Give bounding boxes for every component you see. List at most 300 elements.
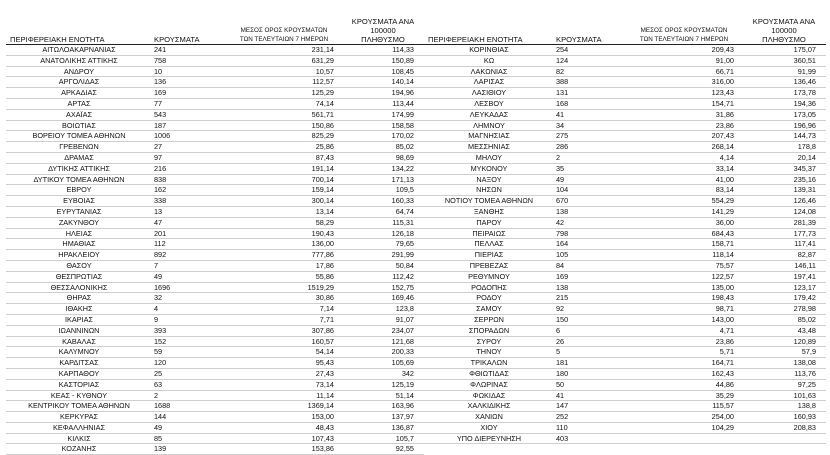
table-row xyxy=(424,379,826,390)
avg-7day-cell: 700,14 xyxy=(226,174,342,185)
rate-per-100000-cell: 115,31 xyxy=(342,217,424,228)
table-row xyxy=(424,347,826,358)
rate-per-100000-cell: 138,08 xyxy=(742,358,826,369)
table-row xyxy=(424,131,826,142)
rate-per-100000-cell: 113,76 xyxy=(742,368,826,379)
rate-per-100000-cell: 123,8 xyxy=(342,304,424,315)
cases-cell: 275 xyxy=(554,131,626,142)
avg-7day-cell: 190,43 xyxy=(226,228,342,239)
avg-7day-cell: 73,14 xyxy=(226,379,342,390)
region-name-cell: ΞΑΝΘΗΣ xyxy=(424,206,554,217)
cases-cell: 147 xyxy=(554,401,626,412)
cases-cell: 139 xyxy=(152,444,226,455)
table-row xyxy=(424,206,826,217)
region-name-cell: ΘΕΣΠΡΩΤΙΑΣ xyxy=(6,271,152,282)
table-row xyxy=(424,228,826,239)
table-row xyxy=(424,282,826,293)
region-name-cell: ΤΡΙΚΑΛΩΝ xyxy=(424,358,554,369)
region-name-cell: ΕΥΡΥΤΑΝΙΑΣ xyxy=(6,206,152,217)
cases-cell: 32 xyxy=(152,293,226,304)
avg-7day-cell: 153,86 xyxy=(226,444,342,455)
cases-cell: 92 xyxy=(554,304,626,315)
table-row xyxy=(6,347,424,358)
cases-cell: 201 xyxy=(152,228,226,239)
header-cases-per-100000: ΚΡΟΥΣΜΑΤΑ ΑΝΑ 100000 ΠΛΗΘΥΣΜΟ xyxy=(742,17,826,45)
rate-per-100000-cell: 139,31 xyxy=(742,185,826,196)
table-row xyxy=(424,433,826,444)
avg-7day-cell: 554,29 xyxy=(626,196,742,207)
cases-cell: 670 xyxy=(554,196,626,207)
region-name-cell: ΑΡΓΟΛΙΔΑΣ xyxy=(6,77,152,88)
avg-7day-cell: 23,86 xyxy=(626,336,742,347)
cases-cell: 169 xyxy=(554,271,626,282)
avg-7day-cell: 162,43 xyxy=(626,368,742,379)
avg-7day-cell: 825,29 xyxy=(226,131,342,142)
region-name-cell: ΜΕΣΣΗΝΙΑΣ xyxy=(424,142,554,153)
avg-7day-cell xyxy=(626,433,742,444)
table-row xyxy=(424,401,826,412)
cases-cell: 77 xyxy=(152,98,226,109)
avg-7day-cell: 41,00 xyxy=(626,174,742,185)
rate-per-100000-cell: 179,42 xyxy=(742,293,826,304)
rate-per-100000-cell: 112,42 xyxy=(342,271,424,282)
rate-per-100000-cell: 108,45 xyxy=(342,66,424,77)
region-name-cell: ΚΑΒΑΛΑΣ xyxy=(6,336,152,347)
avg-7day-cell: 1369,14 xyxy=(226,401,342,412)
region-name-cell: ΠΕΛΛΑΣ xyxy=(424,239,554,250)
avg-7day-cell: 191,14 xyxy=(226,163,342,174)
avg-7day-cell: 7,71 xyxy=(226,314,342,325)
rate-per-100000-cell: 136,46 xyxy=(742,77,826,88)
cases-cell: 150 xyxy=(554,314,626,325)
cases-cell: 7 xyxy=(152,260,226,271)
region-name-cell: ΘΑΣΟΥ xyxy=(6,260,152,271)
rate-per-100000-cell: 43,48 xyxy=(742,325,826,336)
avg-7day-cell: 30,86 xyxy=(226,293,342,304)
region-name-cell: ΚΕΑΣ - ΚΥΘΝΟΥ xyxy=(6,390,152,401)
region-name-cell: ΘΗΡΑΣ xyxy=(6,293,152,304)
rate-per-100000-cell: 105,69 xyxy=(342,358,424,369)
table-row xyxy=(424,412,826,423)
region-name-cell: ΦΩΚΙΔΑΣ xyxy=(424,390,554,401)
cases-cell: 144 xyxy=(152,412,226,423)
region-name-cell: ΣΠΟΡΑΔΩΝ xyxy=(424,325,554,336)
avg-7day-cell: 122,57 xyxy=(626,271,742,282)
header-cases-per-100000: ΚΡΟΥΣΜΑΤΑ ΑΝΑ 100000 ΠΛΗΘΥΣΜΟ xyxy=(342,17,424,45)
rate-per-100000-cell: 178,8 xyxy=(742,142,826,153)
cases-cell: 388 xyxy=(554,77,626,88)
rate-per-100000-cell: 200,33 xyxy=(342,347,424,358)
avg-7day-cell: 207,43 xyxy=(626,131,742,142)
cases-cell: 59 xyxy=(152,347,226,358)
avg-7day-cell: 307,86 xyxy=(226,325,342,336)
rate-per-100000-cell: 113,44 xyxy=(342,98,424,109)
region-name-cell: ΡΟΔΟΠΗΣ xyxy=(424,282,554,293)
region-name-cell: ΠΙΕΡΙΑΣ xyxy=(424,250,554,261)
region-name-cell: ΓΡΕΒΕΝΩΝ xyxy=(6,142,152,153)
cases-cell: 42 xyxy=(554,217,626,228)
rate-per-100000-cell: 194,36 xyxy=(742,98,826,109)
region-name-cell: ΚΙΛΚΙΣ xyxy=(6,433,152,444)
region-name-cell: ΗΡΑΚΛΕΙΟΥ xyxy=(6,250,152,261)
table-row xyxy=(424,260,826,271)
region-name-cell: ΥΠΟ ΔΙΕΡΕΥΝΗΣΗ xyxy=(424,433,554,444)
avg-7day-cell: 66,71 xyxy=(626,66,742,77)
rate-per-100000-cell: 170,02 xyxy=(342,131,424,142)
rate-per-100000-cell: 92,55 xyxy=(342,444,424,455)
table-row xyxy=(424,239,826,250)
avg-7day-cell: 125,29 xyxy=(226,88,342,99)
rate-per-100000-cell: 177,73 xyxy=(742,228,826,239)
avg-7day-cell: 98,71 xyxy=(626,304,742,315)
cases-cell: 169 xyxy=(152,88,226,99)
avg-7day-cell: 136,00 xyxy=(226,239,342,250)
rate-per-100000-cell: 345,37 xyxy=(742,163,826,174)
cases-cell: 41 xyxy=(554,390,626,401)
rate-per-100000-cell: 109,5 xyxy=(342,185,424,196)
table-row xyxy=(424,358,826,369)
rate-per-100000-cell: 152,75 xyxy=(342,282,424,293)
avg-7day-cell: 107,43 xyxy=(226,433,342,444)
rate-per-100000-cell: 114,33 xyxy=(342,45,424,56)
cases-cell: 9 xyxy=(152,314,226,325)
rate-per-100000-cell: 158,58 xyxy=(342,120,424,131)
rate-per-100000-cell: 235,16 xyxy=(742,174,826,185)
header-region: ΠΕΡΙΦΕΡΕΙΑΚΗ ΕΝΟΤΗΤΑ xyxy=(6,17,152,45)
rate-per-100000-cell: 278,98 xyxy=(742,304,826,315)
avg-7day-cell: 55,86 xyxy=(226,271,342,282)
avg-7day-cell: 143,00 xyxy=(626,314,742,325)
cases-cell: 104 xyxy=(554,185,626,196)
region-name-cell: ΔΥΤΙΚΗΣ ΑΤΤΙΚΗΣ xyxy=(6,163,152,174)
region-name-cell: ΝΟΤΙΟΥ ΤΟΜΕΑ ΑΘΗΝΩΝ xyxy=(424,196,554,207)
header-row xyxy=(424,17,826,45)
table-row xyxy=(6,120,424,131)
avg-7day-cell: 48,43 xyxy=(226,422,342,433)
cases-cell: 4 xyxy=(152,304,226,315)
table-row xyxy=(6,293,424,304)
cases-cell: 216 xyxy=(152,163,226,174)
avg-7day-cell: 25,86 xyxy=(226,142,342,153)
table-row xyxy=(6,282,424,293)
avg-7day-cell: 159,14 xyxy=(226,185,342,196)
rate-per-100000-cell xyxy=(742,433,826,444)
header-cases: ΚΡΟΥΣΜΑΤΑ xyxy=(554,17,626,45)
table-row xyxy=(6,88,424,99)
table-row xyxy=(6,325,424,336)
avg-7day-cell: 231,14 xyxy=(226,45,342,56)
region-name-cell: ΑΝΑΤΟΛΙΚΗΣ ΑΤΤΙΚΗΣ xyxy=(6,55,152,66)
rate-per-100000-cell: 126,46 xyxy=(742,196,826,207)
region-name-cell: ΧΑΝΙΩΝ xyxy=(424,412,554,423)
cases-cell: 63 xyxy=(152,379,226,390)
avg-7day-cell: 112,57 xyxy=(226,77,342,88)
avg-7day-cell: 35,29 xyxy=(626,390,742,401)
table-body-left xyxy=(6,45,424,455)
table-row xyxy=(424,45,826,56)
table-row xyxy=(424,98,826,109)
header-cases: ΚΡΟΥΣΜΑΤΑ xyxy=(152,17,226,45)
cases-cell: 152 xyxy=(152,336,226,347)
table-row xyxy=(6,401,424,412)
cases-cell: 136 xyxy=(152,77,226,88)
region-name-cell: ΚΩ xyxy=(424,55,554,66)
table-row xyxy=(6,174,424,185)
rate-per-100000-cell: 85,02 xyxy=(342,142,424,153)
region-name-cell: ΙΩΑΝΝΙΝΩΝ xyxy=(6,325,152,336)
rate-per-100000-cell: 150,89 xyxy=(342,55,424,66)
cases-cell: 2 xyxy=(554,152,626,163)
table-row xyxy=(424,390,826,401)
cases-cell: 1696 xyxy=(152,282,226,293)
region-name-cell: ΧΑΛΚΙΔΙΚΗΣ xyxy=(424,401,554,412)
cases-cell: 131 xyxy=(554,88,626,99)
table-row xyxy=(6,163,424,174)
avg-7day-cell: 5,71 xyxy=(626,347,742,358)
rate-per-100000-cell: 50,84 xyxy=(342,260,424,271)
avg-7day-cell: 27,43 xyxy=(226,368,342,379)
region-name-cell: ΙΚΑΡΙΑΣ xyxy=(6,314,152,325)
region-name-cell: ΜΗΛΟΥ xyxy=(424,152,554,163)
rate-per-100000-cell: 234,07 xyxy=(342,325,424,336)
avg-7day-cell: 58,29 xyxy=(226,217,342,228)
rate-per-100000-cell: 64,74 xyxy=(342,206,424,217)
rate-per-100000-cell: 173,78 xyxy=(742,88,826,99)
avg-7day-cell: 160,57 xyxy=(226,336,342,347)
cases-cell: 112 xyxy=(152,239,226,250)
rate-per-100000-cell: 146,11 xyxy=(742,260,826,271)
region-name-cell: ΡΟΔΟΥ xyxy=(424,293,554,304)
header-7day-average: ΜΕΣΟΣ ΟΡΟΣ ΚΡΟΥΣΜΑΤΩΝ ΤΩΝ ΤΕΛΕΥΤΑΙΩΝ 7 ΗΜΕΡΩΝ xyxy=(226,17,342,45)
region-name-cell: ΚΑΡΔΙΤΣΑΣ xyxy=(6,358,152,369)
cases-cell: 84 xyxy=(554,260,626,271)
cases-cell: 338 xyxy=(152,196,226,207)
header-7day-average: ΜΕΣΟΣ ΟΡΟΣ ΚΡΟΥΣΜΑΤΩΝ ΤΩΝ ΤΕΛΕΥΤΑΙΩΝ 7 ΗΜΕΡΩΝ xyxy=(626,17,742,45)
rate-per-100000-cell: 91,07 xyxy=(342,314,424,325)
table-row xyxy=(424,293,826,304)
cases-cell: 758 xyxy=(152,55,226,66)
table-row xyxy=(6,336,424,347)
rate-per-100000-cell: 281,39 xyxy=(742,217,826,228)
region-name-cell: ΣΕΡΡΩΝ xyxy=(424,314,554,325)
cases-cell: 85 xyxy=(152,433,226,444)
region-name-cell: ΚΑΛΥΜΝΟΥ xyxy=(6,347,152,358)
cases-table-right xyxy=(424,17,826,444)
rate-per-100000-cell: 138,8 xyxy=(742,401,826,412)
region-name-cell: ΤΗΝΟΥ xyxy=(424,347,554,358)
cases-cell: 97 xyxy=(152,152,226,163)
region-name-cell: ΖΑΚΥΝΘΟΥ xyxy=(6,217,152,228)
cases-table-left xyxy=(6,17,424,455)
table-row xyxy=(6,304,424,315)
avg-7day-cell: 316,00 xyxy=(626,77,742,88)
region-name-cell: ΗΜΑΘΙΑΣ xyxy=(6,239,152,250)
table-row xyxy=(6,217,424,228)
cases-cell: 49 xyxy=(152,422,226,433)
rate-per-100000-cell: 105,7 xyxy=(342,433,424,444)
rate-per-100000-cell: 120,89 xyxy=(742,336,826,347)
region-name-cell: ΕΒΡΟΥ xyxy=(6,185,152,196)
rate-per-100000-cell: 51,14 xyxy=(342,390,424,401)
cases-cell: 5 xyxy=(554,347,626,358)
rate-per-100000-cell: 20,14 xyxy=(742,152,826,163)
table-row xyxy=(6,109,424,120)
rate-per-100000-cell: 163,96 xyxy=(342,401,424,412)
region-name-cell: ΦΘΙΩΤΙΔΑΣ xyxy=(424,368,554,379)
avg-7day-cell: 10,57 xyxy=(226,66,342,77)
rate-per-100000-cell: 360,51 xyxy=(742,55,826,66)
avg-7day-cell: 83,14 xyxy=(626,185,742,196)
rate-per-100000-cell: 175,07 xyxy=(742,45,826,56)
rate-per-100000-cell: 126,18 xyxy=(342,228,424,239)
rate-per-100000-cell: 140,14 xyxy=(342,77,424,88)
avg-7day-cell: 198,43 xyxy=(626,293,742,304)
table-row xyxy=(6,433,424,444)
avg-7day-cell: 91,00 xyxy=(626,55,742,66)
avg-7day-cell: 11,14 xyxy=(226,390,342,401)
region-name-cell: ΜΥΚΟΝΟΥ xyxy=(424,163,554,174)
avg-7day-cell: 123,43 xyxy=(626,88,742,99)
region-name-cell: ΕΥΒΟΙΑΣ xyxy=(6,196,152,207)
rate-per-100000-cell: 85,02 xyxy=(742,314,826,325)
cases-cell: 124 xyxy=(554,55,626,66)
avg-7day-cell: 684,43 xyxy=(626,228,742,239)
cases-cell: 164 xyxy=(554,239,626,250)
rate-per-100000-cell: 196,96 xyxy=(742,120,826,131)
table-row xyxy=(424,336,826,347)
table-row xyxy=(6,260,424,271)
table-row xyxy=(424,250,826,261)
cases-cell: 138 xyxy=(554,282,626,293)
avg-7day-cell: 4,71 xyxy=(626,325,742,336)
cases-cell: 286 xyxy=(554,142,626,153)
cases-cell: 838 xyxy=(152,174,226,185)
region-name-cell: ΚΕΦΑΛΛΗΝΙΑΣ xyxy=(6,422,152,433)
avg-7day-cell: 75,57 xyxy=(626,260,742,271)
rate-per-100000-cell: 160,93 xyxy=(742,412,826,423)
region-name-cell: ΚΑΡΠΑΘΟΥ xyxy=(6,368,152,379)
table-row xyxy=(424,142,826,153)
table-row xyxy=(424,304,826,315)
avg-7day-cell: 631,29 xyxy=(226,55,342,66)
rate-per-100000-cell: 79,65 xyxy=(342,239,424,250)
region-name-cell: ΛΕΥΚΑΔΑΣ xyxy=(424,109,554,120)
cases-cell: 13 xyxy=(152,206,226,217)
avg-7day-cell: 95,43 xyxy=(226,358,342,369)
region-name-cell: ΑΧΑΪΑΣ xyxy=(6,109,152,120)
region-name-cell: ΚΕΡΚΥΡΑΣ xyxy=(6,412,152,423)
cases-cell: 6 xyxy=(554,325,626,336)
table-row xyxy=(424,271,826,282)
table-row xyxy=(6,55,424,66)
avg-7day-cell: 150,86 xyxy=(226,120,342,131)
header-region: ΠΕΡΙΦΕΡΕΙΑΚΗ ΕΝΟΤΗΤΑ xyxy=(424,17,554,45)
avg-7day-cell: 268,14 xyxy=(626,142,742,153)
avg-7day-cell: 44,86 xyxy=(626,379,742,390)
table-row xyxy=(424,163,826,174)
table-row xyxy=(6,206,424,217)
rate-per-100000-cell: 82,87 xyxy=(742,250,826,261)
avg-7day-cell: 154,71 xyxy=(626,98,742,109)
avg-7day-cell: 7,14 xyxy=(226,304,342,315)
region-name-cell: ΝΑΞΟΥ xyxy=(424,174,554,185)
table-row xyxy=(424,217,826,228)
rate-per-100000-cell: 98,69 xyxy=(342,152,424,163)
region-name-cell: ΚΑΣΤΟΡΙΑΣ xyxy=(6,379,152,390)
rate-per-100000-cell: 121,68 xyxy=(342,336,424,347)
region-name-cell: ΝΗΣΩΝ xyxy=(424,185,554,196)
cases-cell: 187 xyxy=(152,120,226,131)
table-row xyxy=(424,185,826,196)
table-body-right xyxy=(424,45,826,444)
region-name-cell: ΠΑΡΟΥ xyxy=(424,217,554,228)
avg-7day-cell: 104,29 xyxy=(626,422,742,433)
avg-7day-cell: 254,00 xyxy=(626,412,742,423)
cases-cell: 47 xyxy=(152,217,226,228)
region-name-cell: ΑΡΤΑΣ xyxy=(6,98,152,109)
region-name-cell: ΣΑΜΟΥ xyxy=(424,304,554,315)
cases-cell: 168 xyxy=(554,98,626,109)
avg-7day-cell: 153,00 xyxy=(226,412,342,423)
avg-7day-cell: 36,00 xyxy=(626,217,742,228)
region-name-cell: ΑΡΚΑΔΙΑΣ xyxy=(6,88,152,99)
table-row xyxy=(6,412,424,423)
table-row xyxy=(424,88,826,99)
cases-cell: 543 xyxy=(152,109,226,120)
cases-cell: 892 xyxy=(152,250,226,261)
cases-cell: 798 xyxy=(554,228,626,239)
table-row xyxy=(424,55,826,66)
cases-cell: 403 xyxy=(554,433,626,444)
table-row xyxy=(6,368,424,379)
avg-7day-cell: 31,86 xyxy=(626,109,742,120)
rate-per-100000-cell: 208,83 xyxy=(742,422,826,433)
table-row xyxy=(6,422,424,433)
cases-cell: 26 xyxy=(554,336,626,347)
header-row xyxy=(6,17,424,45)
table-row xyxy=(424,174,826,185)
table-row xyxy=(6,196,424,207)
rate-per-100000-cell: 57,9 xyxy=(742,347,826,358)
region-name-cell: ΔΥΤΙΚΟΥ ΤΟΜΕΑ ΑΘΗΝΩΝ xyxy=(6,174,152,185)
cases-cell: 82 xyxy=(554,66,626,77)
cases-cell: 393 xyxy=(152,325,226,336)
cases-cell: 215 xyxy=(554,293,626,304)
cases-cell: 34 xyxy=(554,120,626,131)
table-row xyxy=(6,98,424,109)
region-name-cell: ΛΑΡΙΣΑΣ xyxy=(424,77,554,88)
region-name-cell: ΔΡΑΜΑΣ xyxy=(6,152,152,163)
cases-cell: 1006 xyxy=(152,131,226,142)
rate-per-100000-cell: 124,08 xyxy=(742,206,826,217)
cases-cell: 2 xyxy=(152,390,226,401)
table-row xyxy=(424,368,826,379)
cases-cell: 241 xyxy=(152,45,226,56)
table-row xyxy=(424,152,826,163)
table-row xyxy=(6,250,424,261)
table-row xyxy=(6,66,424,77)
region-name-cell: ΒΟΙΩΤΙΑΣ xyxy=(6,120,152,131)
region-name-cell: ΜΑΓΝΗΣΙΑΣ xyxy=(424,131,554,142)
table-row xyxy=(424,422,826,433)
table-row xyxy=(424,314,826,325)
table-row xyxy=(424,109,826,120)
table-row xyxy=(6,152,424,163)
avg-7day-cell: 74,14 xyxy=(226,98,342,109)
rate-per-100000-cell: 171,13 xyxy=(342,174,424,185)
table-row xyxy=(424,77,826,88)
table-row xyxy=(424,120,826,131)
